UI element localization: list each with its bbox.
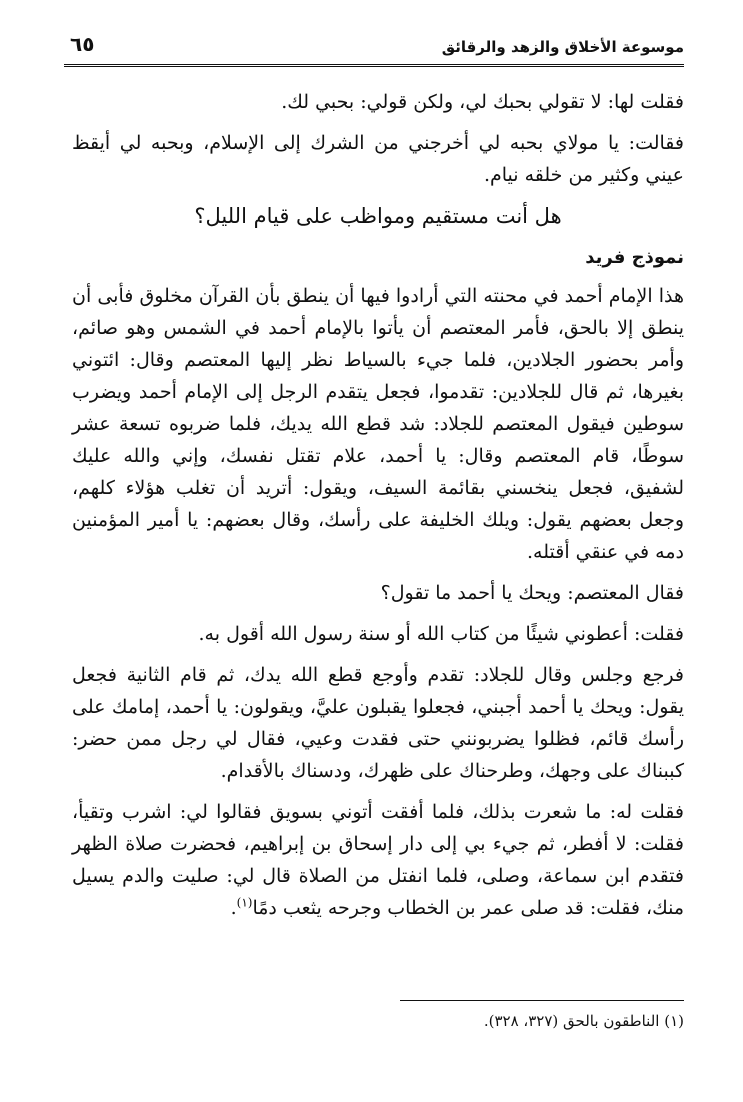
paragraph-with-note: فقلت له: ما شعرت بذلك، فلما أفقت أتوني بسويق فقالوا لي: اشرب وتقيأ، فقلت: لا أفطر، ثم جيء بي إلى دار إسحاق بن إبراهيم، فحضرت صلاة الظهر فتقدم ابن سماعة، وصلى، فلما انفتل من الصلاة قال لي: صليت والدم يسيل منك، فقلت: قد صلى عمر بن الخطاب وجرحه يثعب دمًا$^{(١)}$. [72, 801, 684, 919]
paragraph: فقلت لها: لا تقولي بحبك لي، ولكن قولي: بحبي لك. [281, 91, 684, 113]
section-title: نموذج فريد [585, 247, 684, 268]
book-title: موسوعة الأخلاق والزهد والرقائق [441, 38, 684, 56]
page-number: ٦٥ [70, 32, 95, 56]
paragraph: فقلت: أعطوني شيئًا من كتاب الله أو سنة رسول الله أقول به. [198, 623, 684, 645]
paragraph: فقالت: يا مولاي بحبه لي أخرجني من الشرك إلى الإسلام، وبحبه لي أيقظ عيني وكثير من خلقه نيام. [72, 132, 684, 186]
paragraph: هذا الإمام أحمد في محنته التي أرادوا فيها أن ينطق بأن القرآن مخلوق فأبى أن ينطق إلا بالحق، فأمر المعتصم أن يأتوا بالإمام أحمد في الشمس وهو صائم، وأمر بحضور الجلادين، فلما جيء بالسياط نظر إليها المعتصم وقال: ائتوني بغيرها، ثم قال للجلادين: تقدموا، فجعل يتقدم الرجل إلى الإمام أحمد ويضرب سوطين فيقول المعتصم للجلاد: شد قطع الله يديك، فلما ضربوه تسعة عشر سوطًا، قام المعتصم وقال: يا أحمد، علام تقتل نفسك، وإني والله عليك لشفيق، فجعل ينخسني بقائمة السيف، ويقول: أتريد أن تغلب هؤلاء كلهم، وجعل بعضهم يقول: ويلك الخليفة على رأسك، وقال بعضهم: يا أمير المؤمنين دمه في عنقي أقتله. [72, 285, 684, 563]
paragraph: فرجع وجلس وقال للجلاد: تقدم وأوجع قطع الله يدك، ثم قام الثانية فجعل يقول: ويحك يا أحمد أجبني، فجعلوا يقبلون عليَّ، ويقولون: يا أحمد، إمامك على رأسك قائم، فظلوا يضربونني حتى فقدت وعيي، فقال لي رجل ممن حضر: كببناك على وجهك، وطرحناك على ظهرك، ودسناك بالأقدام. [72, 664, 684, 782]
question-heading: هل أنت مستقيم ومواظب على قيام الليل؟ [194, 204, 562, 228]
page-body [72, 86, 684, 933]
footnote: (١) الناطقون بالحق (٣٢٧، ٣٢٨). [483, 1012, 684, 1030]
paragraph: فقال المعتصم: ويحك يا أحمد ما تقول؟ [380, 582, 684, 604]
running-header [64, 30, 684, 67]
paragraph-text: فقلت له: ما شعرت بذلك، فلما أفقت أتوني بسويق فقالوا لي: اشرب وتقيأ، فقلت: لا أفطر، ثم جيء بي إلى دار إسحاق بن إبراهيم، فحضرت صلاة الظهر فتقدم ابن سماعة، وصلى، فلما انفتل من الصلاة قال لي: صليت والدم يسيل منك، فقلت: قد صلى عمر بن الخطاب وجرحه يثعب دمًا [72, 801, 684, 919]
footnote-divider [400, 1000, 684, 1001]
footnote-marker: (١) [236, 895, 253, 910]
